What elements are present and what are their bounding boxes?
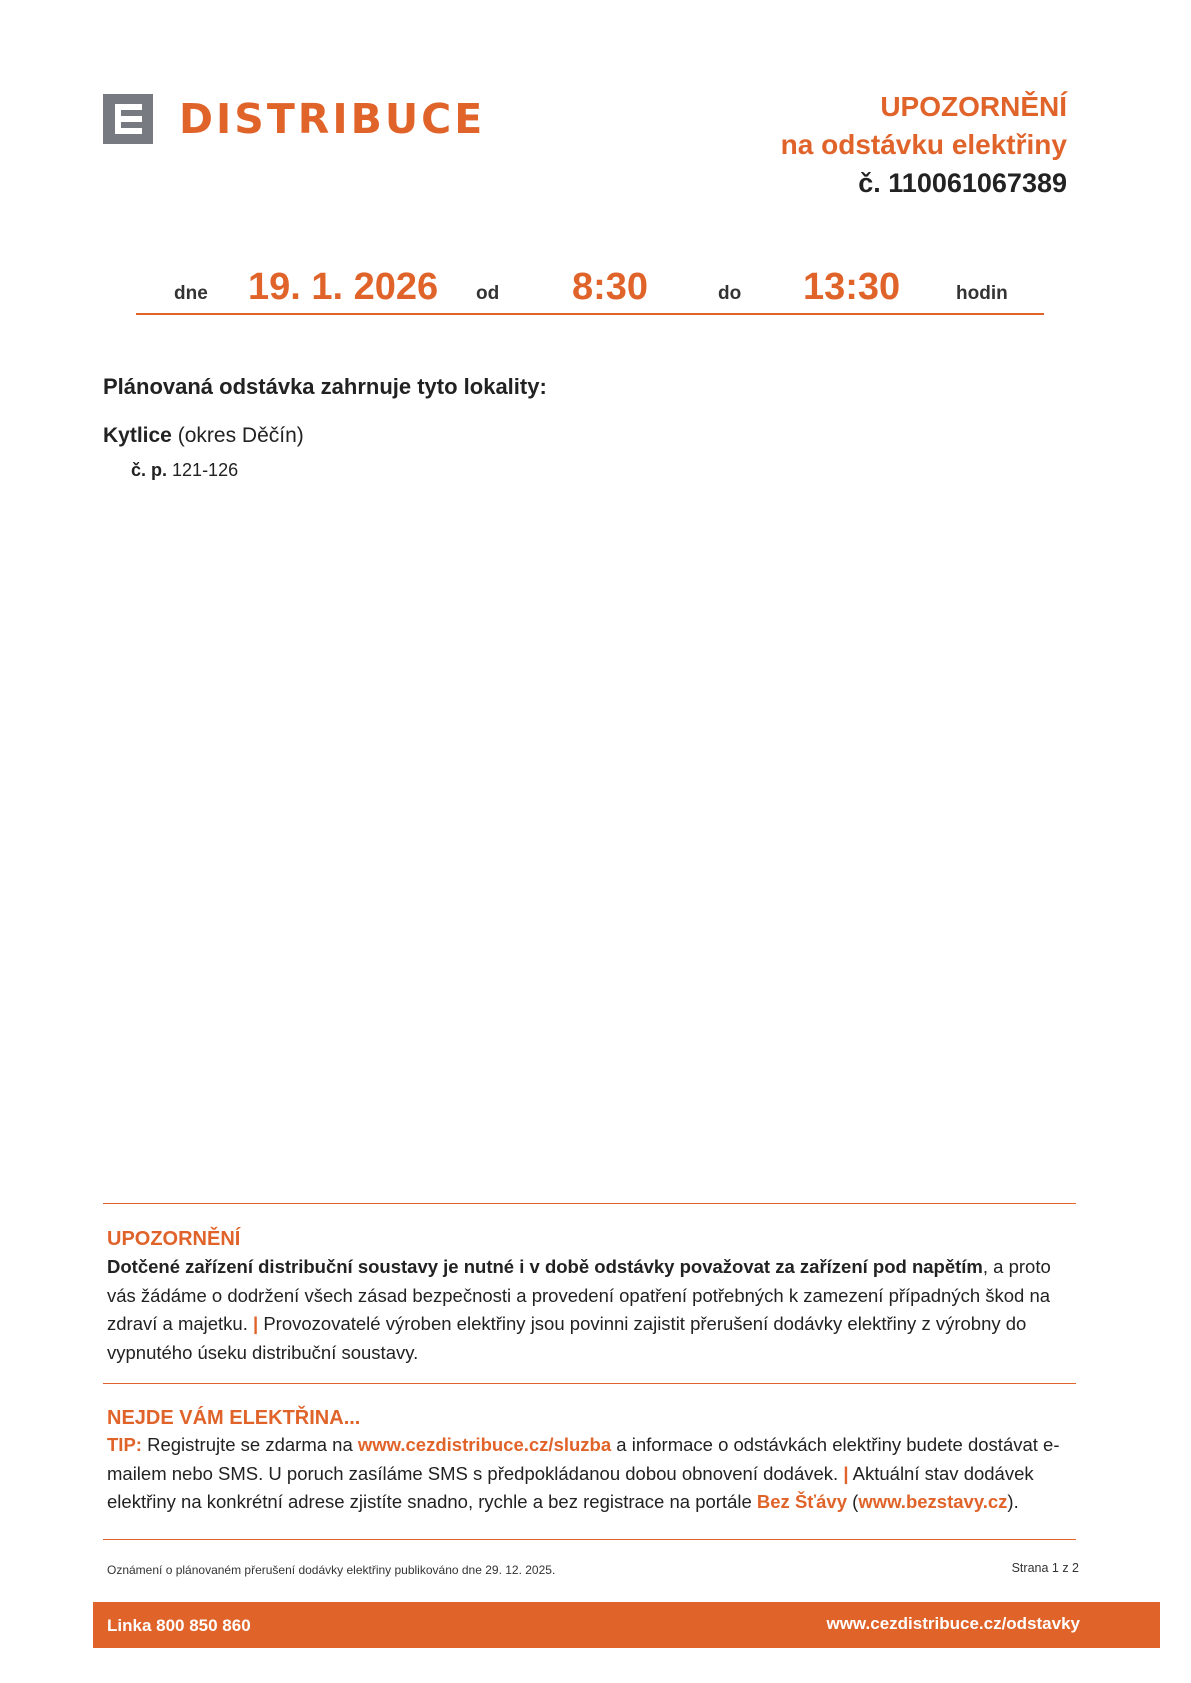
outages-link[interactable]: www.cezdistribuce.cz/odstavky: [826, 1614, 1080, 1633]
portal-link[interactable]: www.bezstavy.cz: [858, 1491, 1008, 1512]
divider: [103, 1203, 1076, 1204]
day-label: dne: [174, 283, 208, 304]
separator: |: [253, 1313, 259, 1334]
warning-text-1: , a proto vás žádáme o dodržení všech zásad bezpečnosti a provedení opatření potřebných k zamezení případných škod na zdraví a majetku.: [107, 1256, 1051, 1334]
publication-note: Oznámení o plánovaném přerušení dodávky elektřiny publikováno dne 29. 12. 2025.: [107, 1563, 556, 1577]
title-line-1: UPOZORNĚNÍ: [880, 91, 1067, 122]
warning-text-2: Provozovatelé výroben elektřiny jsou povinni zajistit přerušení dodávky elektřiny z výrobny do vypnutého úseku distribuční soustavy.: [107, 1313, 1027, 1363]
cp-range: 121-126: [172, 460, 239, 480]
company-logo: [103, 94, 485, 144]
tip-label: TIP:: [107, 1434, 142, 1455]
location-town: [103, 424, 304, 448]
cp-label: č. p.: [131, 460, 168, 480]
to-label: do: [718, 283, 742, 304]
outage-date: 19. 1. 2026: [248, 266, 439, 308]
district-name: (okres Děčín): [177, 424, 304, 447]
warning-heading: UPOZORNĚNÍ: [107, 1228, 241, 1250]
town-name: Kytlice: [103, 424, 172, 447]
info-text-1: Registrujte se zdarma na: [147, 1434, 353, 1455]
notice-number: č. 110061067389: [858, 168, 1067, 198]
cez-logo-icon: [103, 94, 153, 144]
divider: [103, 1539, 1076, 1540]
divider: [103, 1383, 1076, 1384]
logo-wordmark: DISTRIBUCE: [179, 95, 486, 143]
from-time: 8:30: [572, 266, 649, 308]
info-heading: NEJDE VÁM ELEKTŘINA...: [107, 1407, 361, 1429]
to-time: 13:30: [803, 266, 901, 308]
from-label: od: [476, 283, 500, 304]
warning-text: [107, 1253, 1082, 1367]
info-end: ).: [1007, 1491, 1019, 1512]
separator: |: [843, 1462, 849, 1484]
page-number: Strana 1 z 2: [1011, 1561, 1079, 1575]
title-line-2: na odstávku elektřiny: [780, 129, 1067, 160]
notice-title: [781, 88, 1067, 202]
portal-name: Bez Šťávy: [756, 1491, 848, 1512]
registration-link[interactable]: www.cezdistribuce.cz/sluzba: [357, 1434, 612, 1455]
outage-date-line: [136, 258, 1044, 315]
hours-label: hodin: [956, 283, 1008, 304]
info-text-3: Aktuální stav dodávek elektřiny na konkrétní adrese zjistíte snadno, rychle a bez registrace na portále: [107, 1462, 1034, 1512]
locations-heading: Plánovaná odstávka zahrnuje tyto lokality:: [103, 374, 547, 399]
hotline-number: Linka 800 850 860: [107, 1616, 251, 1635]
info-text-2: a informace o odstávkách elektřiny budete dostávat e-mailem nebo SMS. U poruch zasíláme SMS s předpokládanou dobou obnovení dodávek.: [107, 1434, 1060, 1484]
info-text: TIP: Registrujte se zdarma na www.cezdistribuce.cz/sluzba a informace o odstávkách elektřiny budete dostávat e-mailem nebo SMS. U poruch zasíláme SMS s předpokládanou dobou obnovení dodávek. | Aktuální stav dodávek elektřiny na konkrétní adrese zjistíte snadno, rychle a bez registrace na portále Bez Šťávy (www.bezstavy.cz).: [107, 1434, 1060, 1512]
house-numbers: [131, 460, 238, 481]
warning-bold-text: Dotčené zařízení distribuční soustavy je nutné i v době odstávky považovat za zařízení pod napětím: [107, 1256, 983, 1277]
